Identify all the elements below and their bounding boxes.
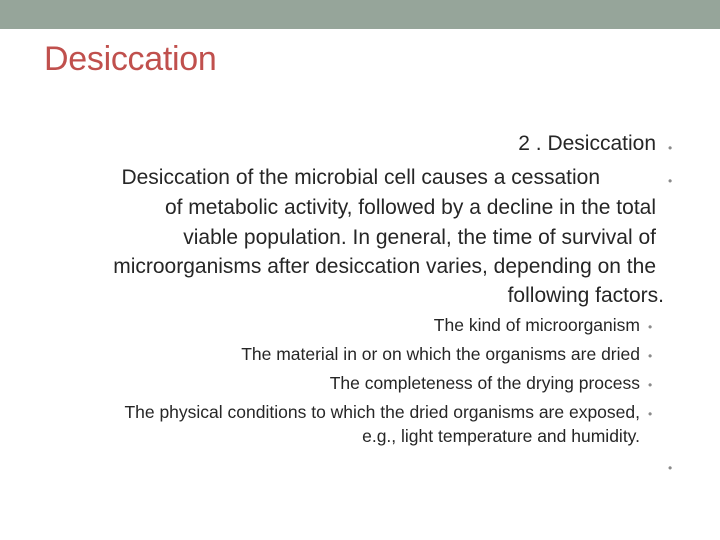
bullet-icon: • xyxy=(648,378,653,392)
paragraph-line-1: Desiccation of the microbial cell causes a cessation xyxy=(121,166,600,189)
factor-item-4: The physical conditions to which the dried organisms are exposed, xyxy=(124,402,640,422)
top-accent-bar xyxy=(0,0,720,29)
bullet-icon: • xyxy=(648,349,653,363)
bullet-icon: • xyxy=(668,141,673,155)
section-heading: 2 . Desiccation xyxy=(518,132,656,155)
paragraph-line-3: viable population. In general, the time of survival of xyxy=(183,226,656,249)
bullet-icon: • xyxy=(648,320,653,334)
paragraph-line-4: microorganisms after desiccation varies, depending on the xyxy=(113,255,656,278)
paragraph-line-5: following factors. xyxy=(507,284,664,307)
bullet-icon: • xyxy=(668,461,673,475)
bullet-icon: • xyxy=(668,174,673,188)
slide-title: Desiccation xyxy=(44,40,217,78)
bullet-icon: • xyxy=(648,407,653,421)
factor-item-1: The kind of microorganism xyxy=(433,315,640,335)
factor-item-3: The completeness of the drying process xyxy=(329,373,640,393)
paragraph-line-2: of metabolic activity, followed by a decline in the total xyxy=(164,196,656,219)
factor-item-4-continuation: e.g., light temperature and humidity. xyxy=(362,426,640,446)
factor-item-2: The material in or on which the organisms are dried xyxy=(241,344,640,364)
